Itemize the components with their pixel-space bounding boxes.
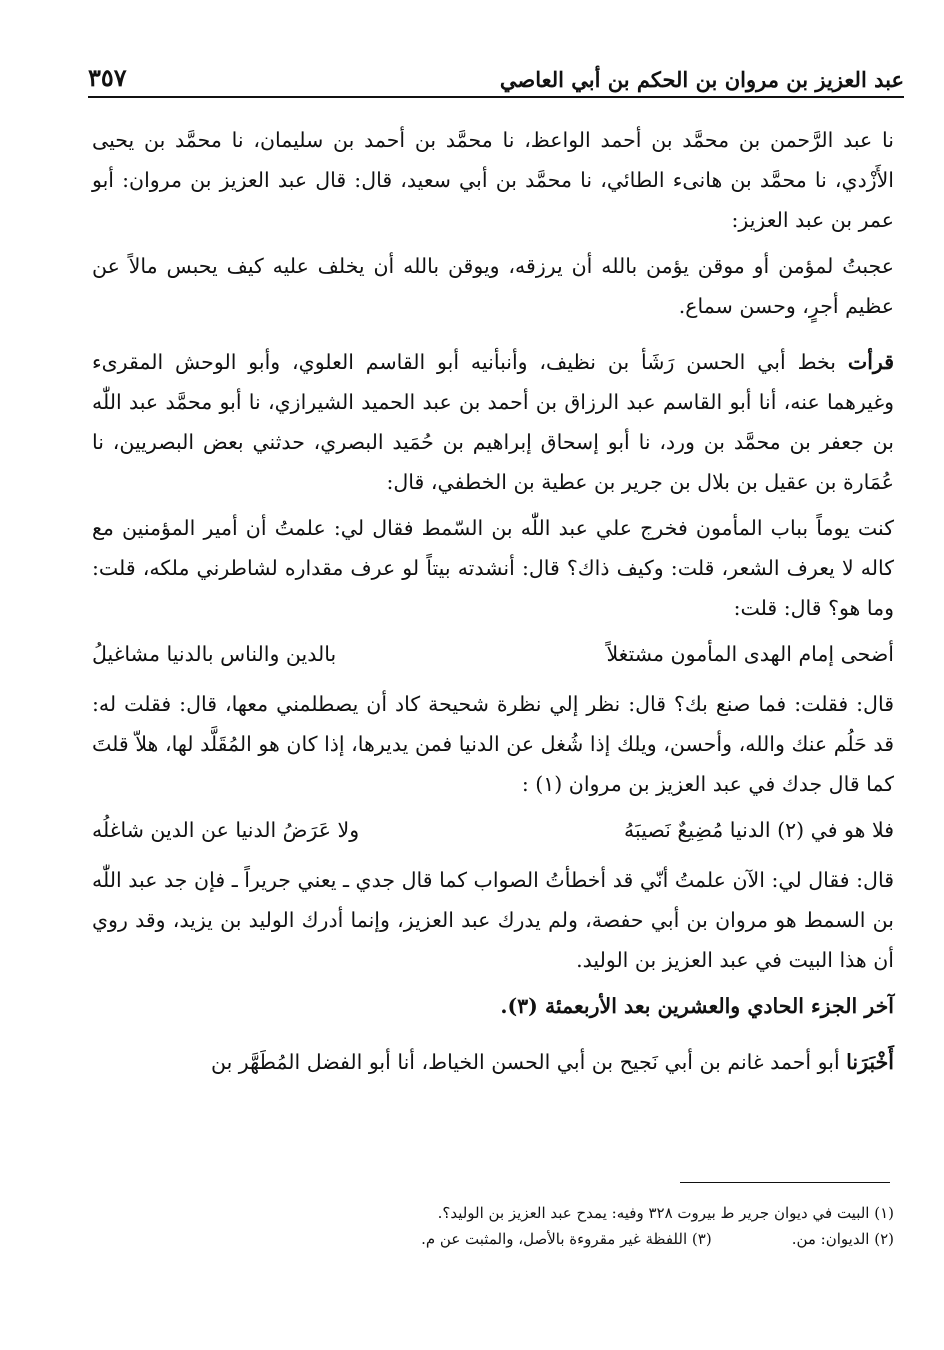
- verse-line-1: [92, 634, 894, 674]
- page-body: [92, 120, 894, 1098]
- verse-1-hemistich-b: بالدين والناس بالدنيا مشاغيلُ: [92, 642, 337, 666]
- footnote-1: (١) البيت في ديوان جرير ط بيروت ٣٢٨ وفيه: يمدح عبد العزيز بن الوليد؟.: [437, 1204, 894, 1222]
- page-number: ٣٥٧: [88, 63, 127, 92]
- footnote-2: (٢) الديوان: من.: [791, 1230, 894, 1248]
- footnote-row-2: [92, 1226, 894, 1252]
- paragraph-new-isnad-text: أبو أحمد غانم بن أبي نَجيح بن أبي الحسن الخياط، أنا أبو الفضل المُطَهَّر بن: [210, 1050, 840, 1074]
- paragraph-dialogue: قال: فقلت: فما صنع بك؟ قال: نظر إلي نظرة شحيحة كاد أن يصطلمني معها، قال: فقلت له: قد حَلُم عنك والله، وأحسن، ويلك إذا شُغل عن الدنيا فمن يديرها، إذا كان هو المُقَلَّد لها، هلاّ قلتَ كما قال جدك في عبد العزيز بن مروان (١) :: [92, 692, 894, 796]
- footnote-rule: [680, 1182, 890, 1183]
- footnote-row-1: [92, 1200, 894, 1226]
- lead-word-qara-tu: قرأت: [847, 350, 894, 374]
- section-end-heading: آخر الجزء الحادي والعشرين بعد الأربعمئة (٣).: [500, 994, 894, 1018]
- page-header: [88, 52, 904, 98]
- lead-word-akhbarana: أَخْبَرَنا: [846, 1050, 894, 1074]
- paragraph-new-isnad: [92, 1042, 894, 1082]
- paragraph-story: كنت يوماً بباب المأمون فخرج علي عبد اللّٰه بن السّمط فقال لي: علمتُ أن أمير المؤمنين مع كاله لا يعرف الشعر، قلت: وكيف ذاك؟ قال: أنشدته بيتاً لو عرف مقداره لشاطرني ملكه، قلت: وما هو؟ قال: قلت:: [92, 516, 894, 620]
- verse-line-2: [92, 810, 894, 850]
- footnotes: [92, 1200, 894, 1252]
- paragraph-conclusion: قال: فقال لي: الآن علمتُ أنّي قد أخطأتُ الصواب كما قال جدي ـ يعني جريراً ـ فإن جد عبد اللّٰه بن السمط هو مروان بن أبي حفصة، ولم يدرك عبد العزيز، وإنما أدرك الوليد بن يزيد، وقد روي أن هذا البيت في عبد العزيز بن الوليد.: [92, 868, 894, 972]
- running-title: عبد العزيز بن مروان بن الحكم بن أبي العاصي: [499, 67, 904, 92]
- verse-1-hemistich-a: أضحى إمام الهدى المأمون مشتغلاً: [606, 642, 894, 666]
- verse-2-hemistich-b: ولا عَرَضُ الدنيا عن الدين شاغلُه: [92, 818, 360, 842]
- paragraph-isnad-2: [92, 342, 894, 502]
- paragraph-isnad-1: نا عبد الرَّحمن بن محمَّد بن أحمد الواعظ، نا محمَّد بن أحمد بن سليمان، نا محمَّد بن يحيى الأَزْدي، نا محمَّد بن هانىء الطائي، نا محمَّد بن أبي سعيد، قال: قال عبد العزيز بن مروان: أبو عمر بن عبد العزيز:: [92, 128, 894, 232]
- paragraph-quote-1: عجبتُ لمؤمن أو موقن يؤمن بالله أن يرزقه، ويوقن بالله أن يخلف عليه كيف يحبس مالاً عن عظيم أجرٍ، وحسن سماع.: [92, 254, 894, 318]
- verse-2-hemistich-a: فلا هو في (٢) الدنيا مُضِيعٌ نَصيبَهُ: [624, 818, 894, 842]
- paragraph-isnad-2-text: بخط أبي الحسن رَشَأ بن نظيف، وأنبأنيه أبو القاسم العلوي، وأبو الوحش المقرىء وغيرهما عنه، أنا أبو القاسم عبد الرزاق بن أحمد بن عبد الحميد الشيرازي، نا أبو محمَّد عبد اللّٰه بن جعفر بن محمَّد بن ورد، نا أبو إسحاق إبراهيم بن حُمَيد البصري، حدثني بعض البصريين، نا عُمَارة بن عقيل بن بلال بن جرير بن عطية بن الخطفي، قال:: [92, 350, 894, 494]
- footnote-3: (٣) اللفظة غير مقروءة بالأصل، والمثبت عن م.: [421, 1230, 712, 1248]
